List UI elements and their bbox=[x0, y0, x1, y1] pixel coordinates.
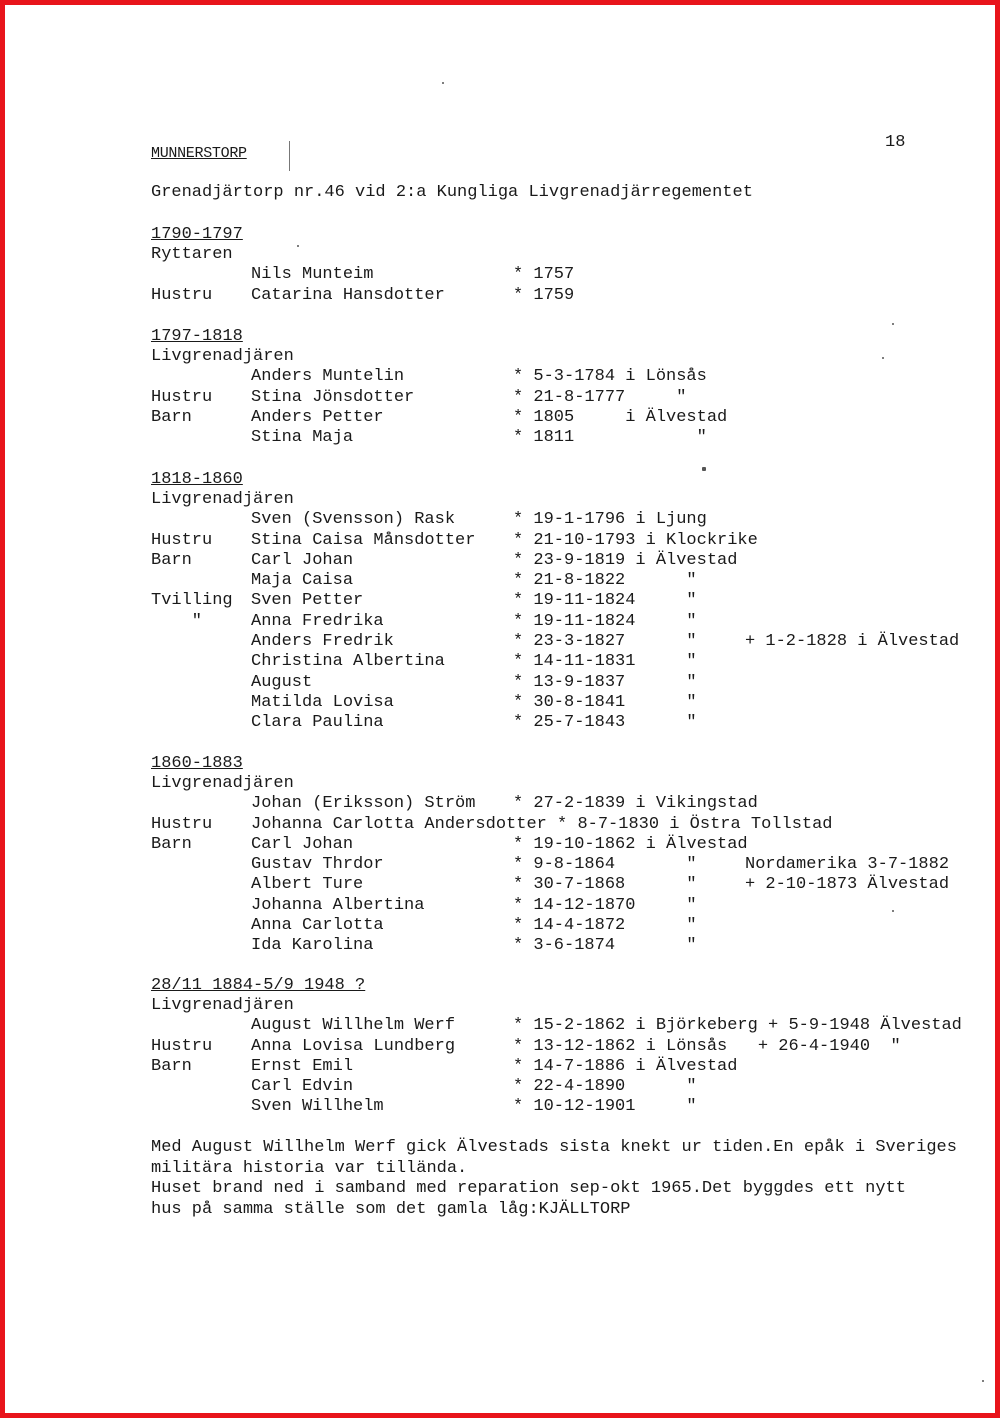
relation-label: Tvilling bbox=[151, 591, 233, 611]
scan-mark bbox=[289, 141, 290, 171]
relation-label: Barn bbox=[151, 407, 192, 427]
person-name: Catarina Hansdotter bbox=[251, 285, 445, 305]
person-name: Sven Willhelm bbox=[251, 1097, 384, 1117]
birth-info: * 1805 i Älvestad bbox=[513, 407, 728, 427]
birth-info: * 19-1-1796 i Ljung bbox=[513, 510, 707, 530]
birth-info: * 23-3-1827 " bbox=[513, 632, 697, 652]
document-subtitle: Grenadjärtorp nr.46 vid 2:a Kungliga Livgrenadjärregementet bbox=[151, 183, 753, 202]
scan-speck bbox=[982, 1380, 984, 1382]
birth-info: * 1757 bbox=[513, 265, 575, 285]
person-row bbox=[151, 835, 981, 855]
relation-label: Hustru bbox=[151, 1036, 213, 1056]
person-name: Johan (Eriksson) Ström bbox=[251, 794, 476, 814]
emigration-note: Nordamerika 3-7-1882 bbox=[745, 855, 950, 875]
person-row bbox=[151, 713, 981, 733]
person-name: Stina Caisa Månsdotter bbox=[251, 530, 476, 550]
section-period: 1860-1883 bbox=[151, 754, 243, 773]
person-name: Anders Muntelin bbox=[251, 367, 405, 387]
section-role: Ryttaren bbox=[151, 245, 233, 264]
birth-info: * 21-8-1777 " bbox=[513, 387, 687, 407]
birth-info: * 5-3-1784 i Lönsås bbox=[513, 367, 707, 387]
person-name: Matilda Lovisa bbox=[251, 692, 394, 712]
person-row bbox=[151, 571, 981, 591]
person-name: Anna Lovisa Lundberg bbox=[251, 1036, 456, 1056]
person-row bbox=[151, 693, 981, 713]
person-name: Gustav Thrdor bbox=[251, 855, 384, 875]
section-role: Livgrenadjären bbox=[151, 490, 294, 509]
scan-speck bbox=[442, 82, 444, 84]
person-row bbox=[151, 1016, 981, 1036]
relation-label: Barn bbox=[151, 550, 192, 570]
person-row bbox=[151, 936, 981, 956]
scan-speck bbox=[892, 323, 894, 325]
person-row bbox=[151, 875, 981, 895]
relation-label: Hustru bbox=[151, 285, 213, 305]
birth-info: * 22-4-1890 " bbox=[513, 1077, 697, 1097]
person-name: Nils Munteim bbox=[251, 265, 374, 285]
scan-speck bbox=[702, 467, 706, 471]
birth-info: * 1759 bbox=[513, 285, 575, 305]
person-row bbox=[151, 1077, 981, 1097]
birth-info: * 27-2-1839 i Vikingstad bbox=[513, 794, 758, 814]
person-name: Ida Karolina bbox=[251, 936, 374, 956]
person-name: Anders Fredrik bbox=[251, 632, 394, 652]
paragraph-line: Med August Willhelm Werf gick Älvestads sista knekt ur tiden.En epåk i Sveriges bbox=[151, 1138, 957, 1157]
paragraph-line: militära historia var tilländа. bbox=[151, 1158, 468, 1178]
person-name: August Willhelm Werf bbox=[251, 1016, 456, 1036]
person-name: Sven (Svensson) Rask bbox=[251, 510, 456, 530]
birth-info: * 14-11-1831 " bbox=[513, 652, 697, 672]
person-row bbox=[151, 612, 981, 632]
person-row bbox=[151, 1037, 981, 1057]
person-name: Carl Johan bbox=[251, 550, 354, 570]
relation-label: Hustru bbox=[151, 814, 213, 834]
birth-info: * 30-8-1841 " bbox=[513, 692, 697, 712]
section-1818-1860 bbox=[151, 470, 981, 734]
person-row bbox=[151, 652, 981, 672]
person-row bbox=[151, 510, 981, 530]
birth-info: * 14-7-1886 i Älvestad bbox=[513, 1056, 738, 1076]
section-1884-1948 bbox=[151, 976, 981, 1118]
person-full-entry: Johanna Carlotta Andersdotter * 8-7-1830 i Östra Tollstad bbox=[251, 814, 833, 834]
death-note: + 1-2-1828 i Älvestad bbox=[745, 632, 960, 652]
person-row bbox=[151, 855, 981, 875]
birth-info: * 19-10-1862 i Älvestad bbox=[513, 834, 748, 854]
person-name: Ernst Emil bbox=[251, 1056, 354, 1076]
person-row bbox=[151, 388, 981, 408]
person-row bbox=[151, 591, 981, 611]
person-name: Anna Carlotta bbox=[251, 916, 384, 936]
birth-info: * 23-9-1819 i Älvestad bbox=[513, 550, 738, 570]
person-row bbox=[151, 632, 981, 652]
section-1790-1797 bbox=[151, 225, 981, 306]
relation-label: Hustru bbox=[151, 530, 213, 550]
person-row bbox=[151, 1097, 981, 1117]
person-row bbox=[151, 286, 981, 306]
birth-info: * 10-12-1901 " bbox=[513, 1097, 697, 1117]
person-row bbox=[151, 794, 981, 814]
page-number: 18 bbox=[885, 133, 906, 152]
person-name: Christina Albertina bbox=[251, 652, 445, 672]
birth-info: * 1811 " bbox=[513, 428, 707, 448]
person-row bbox=[151, 896, 981, 916]
closing-paragraph bbox=[151, 1138, 981, 1220]
person-name: Anders Petter bbox=[251, 407, 384, 427]
birth-info: * 14-4-1872 " bbox=[513, 916, 697, 936]
section-role: Livgrenadjären bbox=[151, 347, 294, 366]
birth-info: * 3-6-1874 " bbox=[513, 936, 697, 956]
birth-info: * 25-7-1843 " bbox=[513, 713, 697, 733]
person-name: Johanna Albertina bbox=[251, 895, 425, 915]
section-role: Livgrenadjären bbox=[151, 774, 294, 793]
person-row bbox=[151, 428, 981, 448]
birth-info: * 21-10-1793 i Klockrike bbox=[513, 530, 758, 550]
person-name: August bbox=[251, 672, 313, 692]
section-period: 1797-1818 bbox=[151, 327, 243, 346]
section-1860-1883 bbox=[151, 754, 981, 957]
person-row bbox=[151, 265, 981, 285]
person-name: Clara Paulina bbox=[251, 713, 384, 733]
relation-label: Barn bbox=[151, 1056, 192, 1076]
paragraph-line: Huset brand ned i samband med reparation sep-okt 1965.Det byggdes ett nytt bbox=[151, 1179, 906, 1198]
person-row bbox=[151, 531, 981, 551]
scan-speck bbox=[892, 910, 894, 912]
relation-label: Hustru bbox=[151, 387, 213, 407]
relation-label: " bbox=[151, 611, 203, 631]
scan-speck bbox=[882, 357, 884, 359]
birth-info: * 30-7-1868 " bbox=[513, 875, 697, 895]
section-period: 1818-1860 bbox=[151, 470, 243, 489]
section-period: 28/11 1884-5/9 1948 ? bbox=[151, 976, 366, 995]
section-role: Livgrenadjären bbox=[151, 996, 294, 1015]
birth-info: * 13-12-1862 i Lönsås + 26-4-1940 " bbox=[513, 1036, 901, 1056]
section-1797-1818 bbox=[151, 327, 981, 448]
birth-info: * 19-11-1824 " bbox=[513, 591, 697, 611]
scan-speck bbox=[297, 245, 299, 247]
birth-info: * 19-11-1824 " bbox=[513, 611, 697, 631]
birth-info: * 9-8-1864 " bbox=[513, 855, 697, 875]
person-name: Maja Caisa bbox=[251, 571, 354, 591]
page-title: MUNNERSTORP bbox=[151, 145, 247, 162]
person-row bbox=[151, 367, 981, 387]
person-name: Carl Johan bbox=[251, 834, 354, 854]
person-name: Carl Edvin bbox=[251, 1077, 354, 1097]
birth-info: * 21-8-1822 " bbox=[513, 571, 697, 591]
person-name: Albert Ture bbox=[251, 875, 364, 895]
person-name: Stina Jönsdotter bbox=[251, 387, 415, 407]
paragraph-line: hus på samma ställe som det gamla låg:KJÄLLTORP bbox=[151, 1199, 631, 1219]
death-note: + 2-10-1873 Älvestad bbox=[745, 875, 950, 895]
person-row bbox=[151, 1057, 981, 1077]
person-name: Anna Fredrika bbox=[251, 611, 384, 631]
relation-label: Barn bbox=[151, 834, 192, 854]
person-row bbox=[151, 408, 981, 428]
person-name: Stina Maja bbox=[251, 428, 354, 448]
person-row bbox=[151, 673, 981, 693]
person-name: Sven Petter bbox=[251, 591, 364, 611]
birth-info: * 15-2-1862 i Björkeberg + 5-9-1948 Älvestad bbox=[513, 1016, 962, 1036]
birth-info: * 13-9-1837 " bbox=[513, 672, 697, 692]
person-row bbox=[151, 551, 981, 571]
person-row bbox=[151, 916, 981, 936]
section-period: 1790-1797 bbox=[151, 225, 243, 244]
birth-info: * 14-12-1870 " bbox=[513, 895, 697, 915]
person-row bbox=[151, 815, 981, 835]
